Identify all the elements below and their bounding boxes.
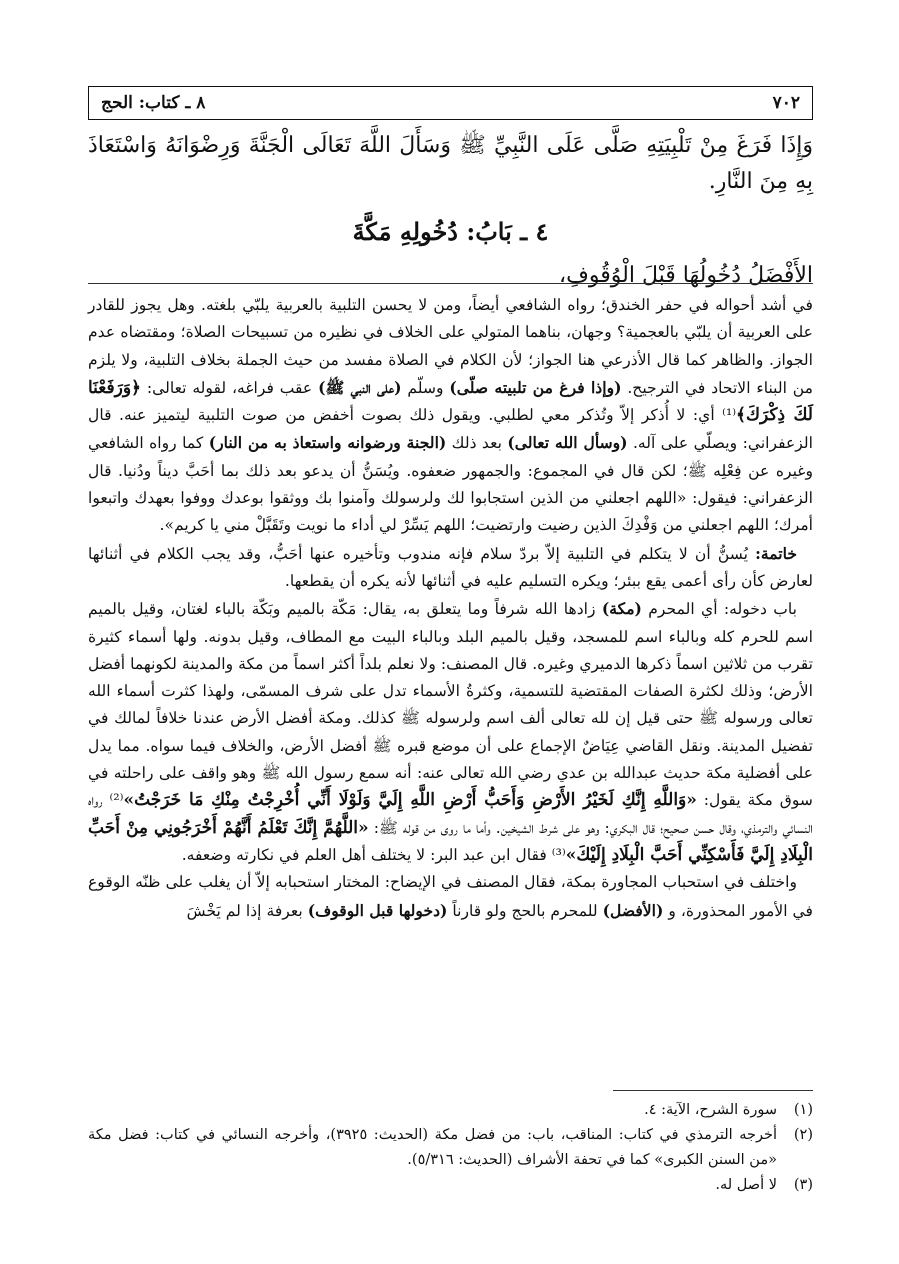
text-run: زادها الله شرفاً وما يتعلق به، يقال: مَكّة بالميم وبَكّة بالباء لغتان، وقيل بالميم اسم للحرم كله وبالباء اسم للمسجد، وقيل بالميم البلد وبالباء البيت مع المطاف، وقيل بدونه. ولها أسماء كثيرة تقرب من ثلاثين اسماً ذكرها الدميري وغيره. قال المصنف: ولا نعلم بلداً أكثر اسماً من مكة والمدينة لكونهما أفضل الأرض؛ وذلك لكثرة الصفات المقتضية للتسمية، وكثرةُ الأسماء تدل على شرف المسمّى، ولهذا كثرت أسماء الله تعالى ورسوله ﷺ حتى قيل إن لله تعالى ألف اسم ولرسوله ﷺ كذلك. ومكة أفضل الأرض عندنا خلافاً لمالك في تفضيل المدينة. ونقل القاضي عِيَاضٌ الإجماع على أن موضع قبره ﷺ أفضل الأرض، والخلاف فيما سواه. مما يدل على أفضلية مكة حديث عبدالله بن عدي رضي الله تعالى عنه: أنه سمع رسول الله ﷺ وهو واقف على راحلته في سوق مكة يقول: (88, 600, 813, 810)
footnote-separator (613, 1090, 813, 1091)
quoted-text: ﴿وَرَفَعْنَا لَكَ ذِكْرَكَ﴾ (88, 377, 813, 426)
bold-text: (وسأل الله تعالى) (507, 433, 628, 453)
text-run: في أشد أحواله في حفر الخندق؛ رواه الشافعي أيضاً، ومن لا يحسن التلبية بالعربية يلبّي بلغته. وهل يجوز للقادر على العربية أن يلبّي بالعجمية؟ وجهان، بناهما المتولي على الخلاف في نظيره من تسبيحات الصلاة؛ ومقتضاه عدم الجواز. والظاهر كما قال الأذرعي هنا الجواز؛ لأن الكلام في الصلاة مفسد من حيث الجملة بخلاف التلبية، ولا يلزم من البناء الاتحاد في الترجيح. (88, 296, 814, 397)
bold-text: (دخولها قبل الوقوف) (307, 900, 448, 920)
footnote-text: لا أصل له. (715, 1177, 777, 1193)
footnote (88, 1098, 813, 1123)
commentary-paragraph (88, 540, 813, 596)
text-run: بعد ذلك (446, 434, 508, 453)
footnotes (88, 1098, 813, 1198)
text-run: يُسنُّ أن لا يتكلم في التلبية إلاّ بردّ سلام فإنه مندوب وتأخيره عنها أحَبُّ، وقد يجب الكلام في أثنائها لعارض كأن رأى أعمى يقع ببئر؛ ويكره التسليم عليه في أثنائها لأنه يكره أن يقطعها. (88, 544, 813, 590)
bold-text: (الجنة ورضوانه واستعاذ به من النار) (208, 433, 447, 453)
bold-text: (مكة) (601, 599, 642, 619)
matn-line-2: الأَفْضَلُ دُخُولُهَا قَبْلَ الْوُقُوفِ، (559, 263, 813, 288)
footnote-number: (٣) (793, 1177, 813, 1193)
text-run: للمحرم بالحج ولو قارناً (447, 901, 603, 920)
main-text (88, 128, 813, 294)
text-run: باب دخوله: أي المحرم (641, 600, 797, 619)
commentary-paragraph (88, 869, 813, 925)
footnote-text: أخرجه الترمذي في كتاب: المناقب، باب: من فضل مكة (الحديث: ٣٩٢٥)، وأخرجه النسائي في كتاب: فضل مكة «من السنن الكبرى» كما في تحفة الأشراف (الحديث: ٥/٣١٦). (88, 1127, 777, 1168)
page-header (88, 86, 813, 120)
footnote-number: (١) (793, 1102, 813, 1118)
chapter-heading: ٤ ـ بَابُ: دُخُولِهِ مَكَّةَ (352, 217, 549, 246)
text-run: ⁽²⁾ رواه النسائي والترمذي، وقال حسن صحيح؛ قال البكري: وهو على شرط الشيخين. وأما ما روى من قوله ﷺ: (88, 791, 813, 837)
commentary-paragraph (88, 595, 813, 869)
book-title: ٨ ـ كتاب: الحج (101, 93, 206, 113)
text-run: كما رواه الشافعي وغيره عن فِعْلِه ﷺ؛ لكن قال في المجموع: والجمهور ضعفوه. ويُسَنُّ أن يدعو بعد ذلك بما أحَبَّ ديناً ودُنيا. قال الزعفراني: فيقول: «اللهم اجعلني من الذين استجابوا لك ولرسولك وآمنوا بك ووثقوا بوعدك ووفوا بعهدك واتبعوا أمرك؛ اللهم اجعلني من وَفْدِكَ الذين رضيت وارتضيت؛ اللهم يَسِّرْ لي أداء ما نويت وتَقَبَّلْ مني يا كريم». (88, 434, 813, 535)
bold-text: (الأفضل) (602, 900, 664, 920)
quoted-text: «وَاللَّهِ إِنَّكِ لَخَيْرُ الأَرْضِ وَأَحَبُّ أَرْضِ اللَّهِ إِلَيَّ وَلَوْلَا أَنِّي أُخْرِجْتُ مِنْكِ مَا خَرَجْتُ» (123, 790, 697, 811)
matn-line-1: وَإِذَا فَرَغَ مِنْ تَلْبِيَتِهِ صَلَّى عَلَى النَّبِيِّ ﷺ وَسَأَلَ اللَّهَ تَعَالَى الْجَنَّةَ وَرِضْوَانَهُ وَاسْتَعَاذَ بِهِ مِنَ النَّارِ. (88, 133, 813, 194)
bold-text: (على النبي ﷺ) (318, 377, 402, 397)
footnote (88, 1173, 813, 1198)
text-run: ⁽³⁾ فقال ابن عبد البر: لا يختلف أهل العلم في نكارته وضعفه. (181, 845, 566, 864)
bold-text: خاتمة: (755, 543, 797, 563)
bold-text: (وإذا فرغ من تلبيته صلّى) (449, 377, 622, 397)
footnote-text: سورة الشرح، الآية: ٤. (644, 1102, 777, 1118)
text-run: عقب فراغه، لقوله تعالى: (141, 378, 319, 397)
matn-separator (88, 283, 813, 284)
quoted-text: «اللَّهُمَّ إِنَّكَ تَعْلَمُ أَنَّهُمْ أَخْرَجُونِي مِنْ أَحَبِّ الْبِلَادِ إِلَيَّ فَأَسْكِنِّي أَحَبَّ الْبِلَادِ إِلَيْكَ» (88, 817, 813, 865)
commentary-paragraph (88, 292, 813, 540)
footnote-number: (٢) (793, 1127, 813, 1143)
text-run: ⁽¹⁾ أي: لا أُذكر إلاّ وتُذكر معي لطلبي. ويقول ذلك بصوت أخفض من صوت التلبية ليتميز عنه. قال الزعفراني: ويصلّي على آله. (88, 406, 813, 453)
text-run: واختلف في استحباب المجاورة بمكة، فقال المصنف في الإيضاح: المختار استحبابه إلاّ أن يغلب على ظنّه الوقوع في الأمور المحذورة، و (88, 873, 813, 920)
commentary (88, 292, 813, 925)
text-run: بعرفة إذا لم يَخْشَ (186, 901, 308, 920)
page-number: ٧٠٢ (772, 93, 800, 113)
text-run: وسلّم (401, 378, 450, 397)
footnote (88, 1123, 813, 1173)
